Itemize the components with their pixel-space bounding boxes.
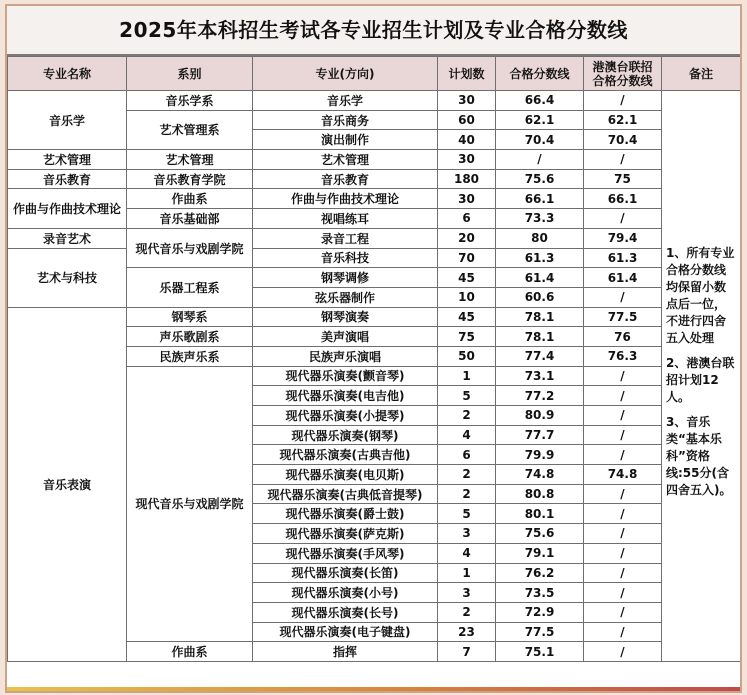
direction-cell: 现代器乐演奏(手风琴): [253, 543, 438, 563]
direction-cell: 音乐商务: [253, 110, 438, 130]
hmt-score-cell: /: [584, 425, 662, 445]
plan-cell: 180: [438, 169, 496, 189]
score-cell: 73.3: [496, 209, 584, 229]
plan-cell: 7: [438, 642, 496, 662]
score-cell: 72.9: [496, 602, 584, 622]
department-cell: 作曲系: [127, 189, 253, 209]
plan-cell: 4: [438, 425, 496, 445]
direction-cell: 艺术管理: [253, 150, 438, 170]
plan-cell: 20: [438, 228, 496, 248]
department-cell: 音乐学系: [127, 91, 253, 111]
score-cell: 75.6: [496, 524, 584, 544]
score-cell: 62.1: [496, 110, 584, 130]
plan-cell: 5: [438, 386, 496, 406]
admission-table: [7, 56, 741, 662]
direction-cell: 现代器乐演奏(长笛): [253, 563, 438, 583]
plan-cell: 2: [438, 602, 496, 622]
remark-1: 1、所有专业合格分数线均保留小数点后一位，不进行四舍五入处理: [666, 245, 735, 345]
header-row: [8, 57, 741, 91]
direction-cell: 音乐学: [253, 91, 438, 111]
score-cell: 60.6: [496, 287, 584, 307]
score-cell: 75.6: [496, 169, 584, 189]
score-cell: 79.1: [496, 543, 584, 563]
plan-cell: 45: [438, 268, 496, 288]
plan-cell: 6: [438, 209, 496, 229]
direction-cell: 美声演唱: [253, 327, 438, 347]
department-cell: 音乐教育学院: [127, 169, 253, 189]
hmt-score-cell: 76: [584, 327, 662, 347]
direction-cell: 现代器乐演奏(电吉他): [253, 386, 438, 406]
hmt-score-cell: 76.3: [584, 346, 662, 366]
plan-cell: 5: [438, 504, 496, 524]
score-cell: 74.8: [496, 465, 584, 485]
score-cell: 76.2: [496, 563, 584, 583]
direction-cell: 指挥: [253, 642, 438, 662]
hmt-score-cell: /: [584, 366, 662, 386]
hmt-score-cell: 70.4: [584, 130, 662, 150]
hmt-score-cell: /: [584, 91, 662, 111]
major-cell: 艺术与科技: [8, 248, 127, 307]
direction-cell: 现代器乐演奏(古典低音提琴): [253, 484, 438, 504]
score-cell: 78.1: [496, 327, 584, 347]
hmt-score-cell: /: [584, 642, 662, 662]
hmt-score-cell: /: [584, 602, 662, 622]
page-title: 2025年本科招生考试各专业招生计划及专业合格分数线: [7, 6, 740, 56]
score-cell: 79.9: [496, 445, 584, 465]
direction-cell: 现代器乐演奏(钢琴): [253, 425, 438, 445]
header-pass-score: 合格分数线: [496, 57, 584, 91]
department-cell: 艺术管理系: [127, 110, 253, 149]
plan-cell: 3: [438, 583, 496, 603]
department-cell: 民族声乐系: [127, 346, 253, 366]
plan-cell: 2: [438, 484, 496, 504]
plan-cell: 1: [438, 366, 496, 386]
plan-cell: 75: [438, 327, 496, 347]
direction-cell: 现代器乐演奏(颤音琴): [253, 366, 438, 386]
plan-cell: 70: [438, 248, 496, 268]
plan-cell: 1: [438, 563, 496, 583]
score-cell: 80.9: [496, 406, 584, 426]
hmt-score-cell: 77.5: [584, 307, 662, 327]
hmt-score-cell: /: [584, 445, 662, 465]
plan-cell: 2: [438, 465, 496, 485]
direction-cell: 弦乐器制作: [253, 287, 438, 307]
table-row: [8, 307, 741, 327]
direction-cell: 视唱练耳: [253, 209, 438, 229]
hmt-score-cell: 62.1: [584, 110, 662, 130]
hmt-score-cell: /: [584, 287, 662, 307]
hmt-score-cell: /: [584, 583, 662, 603]
plan-cell: 30: [438, 189, 496, 209]
plan-cell: 45: [438, 307, 496, 327]
direction-cell: 现代器乐演奏(电贝斯): [253, 465, 438, 485]
direction-cell: 现代器乐演奏(萨克斯): [253, 524, 438, 544]
hmt-score-cell: /: [584, 406, 662, 426]
department-cell: 钢琴系: [127, 307, 253, 327]
score-cell: 66.4: [496, 91, 584, 111]
direction-cell: 音乐教育: [253, 169, 438, 189]
decorative-bottom-band: [7, 687, 740, 691]
plan-cell: 6: [438, 445, 496, 465]
hmt-score-cell: /: [584, 209, 662, 229]
plan-cell: 2: [438, 406, 496, 426]
hmt-score-cell: /: [584, 622, 662, 642]
score-cell: 77.5: [496, 622, 584, 642]
hmt-score-cell: /: [584, 386, 662, 406]
score-cell: 66.1: [496, 189, 584, 209]
score-cell: /: [496, 150, 584, 170]
remark-2: 2、港澳台联招计划12人。: [666, 355, 735, 404]
hmt-score-cell: /: [584, 543, 662, 563]
major-cell: 音乐学: [8, 91, 127, 150]
hmt-score-cell: /: [584, 563, 662, 583]
direction-cell: 演出制作: [253, 130, 438, 150]
direction-cell: 现代器乐演奏(长号): [253, 602, 438, 622]
direction-cell: 民族声乐演唱: [253, 346, 438, 366]
direction-cell: 现代器乐演奏(小提琴): [253, 406, 438, 426]
hmt-score-cell: 66.1: [584, 189, 662, 209]
remark-3: 3、音乐类“基本乐科”资格线:55分(含四舍五入)。: [666, 414, 732, 497]
direction-cell: 现代器乐演奏(小号): [253, 583, 438, 603]
direction-cell: 现代器乐演奏(古典吉他): [253, 445, 438, 465]
hmt-score-cell: /: [584, 484, 662, 504]
plan-cell: 4: [438, 543, 496, 563]
score-cell: 77.4: [496, 346, 584, 366]
department-cell: 声乐歌剧系: [127, 327, 253, 347]
department-cell: 作曲系: [127, 642, 253, 662]
header-direction: 专业(方向): [253, 57, 438, 91]
plan-cell: 50: [438, 346, 496, 366]
score-cell: 80.1: [496, 504, 584, 524]
direction-cell: 作曲与作曲技术理论: [253, 189, 438, 209]
score-cell: 73.5: [496, 583, 584, 603]
plan-cell: 40: [438, 130, 496, 150]
header-department: 系别: [127, 57, 253, 91]
score-cell: 61.3: [496, 248, 584, 268]
major-cell: 艺术管理: [8, 150, 127, 170]
table-row: [8, 228, 741, 248]
plan-cell: 30: [438, 91, 496, 111]
direction-cell: 钢琴调修: [253, 268, 438, 288]
score-cell: 77.2: [496, 386, 584, 406]
table-row: [8, 150, 741, 170]
hmt-score-cell: 79.4: [584, 228, 662, 248]
header-major-name: 专业名称: [8, 57, 127, 91]
hmt-score-cell: /: [584, 150, 662, 170]
major-cell: 作曲与作曲技术理论: [8, 189, 127, 228]
hmt-score-cell: 75: [584, 169, 662, 189]
department-cell: 现代音乐与戏剧学院: [127, 228, 253, 267]
plan-cell: 10: [438, 287, 496, 307]
plan-cell: 30: [438, 150, 496, 170]
remark-cell: [662, 91, 741, 662]
department-cell: 音乐基础部: [127, 209, 253, 229]
hmt-score-cell: 61.3: [584, 248, 662, 268]
header-hmt-line2: 合格分数线: [592, 73, 653, 88]
table-row: [8, 189, 741, 209]
score-cell: 78.1: [496, 307, 584, 327]
header-hmt-line1: 港澳台联招: [592, 59, 653, 74]
score-cell: 73.1: [496, 366, 584, 386]
plan-cell: 3: [438, 524, 496, 544]
direction-cell: 现代器乐演奏(电子键盘): [253, 622, 438, 642]
table-row: [8, 91, 741, 111]
department-cell: 现代音乐与戏剧学院: [127, 366, 253, 642]
score-cell: 70.4: [496, 130, 584, 150]
major-cell: 音乐表演: [8, 307, 127, 661]
header-hmt-score: [584, 57, 662, 91]
major-cell: 音乐教育: [8, 169, 127, 189]
direction-cell: 钢琴演奏: [253, 307, 438, 327]
table-row: [8, 169, 741, 189]
score-cell: 61.4: [496, 268, 584, 288]
direction-cell: 现代器乐演奏(爵士鼓): [253, 504, 438, 524]
score-cell: 77.7: [496, 425, 584, 445]
header-remark: 备注: [662, 57, 741, 91]
plan-cell: 60: [438, 110, 496, 130]
direction-cell: 录音工程: [253, 228, 438, 248]
hmt-score-cell: 61.4: [584, 268, 662, 288]
score-cell: 80: [496, 228, 584, 248]
major-cell: 录音艺术: [8, 228, 127, 248]
department-cell: 艺术管理: [127, 150, 253, 170]
score-cell: 80.8: [496, 484, 584, 504]
direction-cell: 音乐科技: [253, 248, 438, 268]
score-cell: 75.1: [496, 642, 584, 662]
score-sheet: [5, 4, 742, 693]
header-plan: 计划数: [438, 57, 496, 91]
hmt-score-cell: 74.8: [584, 465, 662, 485]
hmt-score-cell: /: [584, 524, 662, 544]
plan-cell: 23: [438, 622, 496, 642]
department-cell: 乐器工程系: [127, 268, 253, 307]
table-row: [8, 248, 741, 268]
hmt-score-cell: /: [584, 504, 662, 524]
